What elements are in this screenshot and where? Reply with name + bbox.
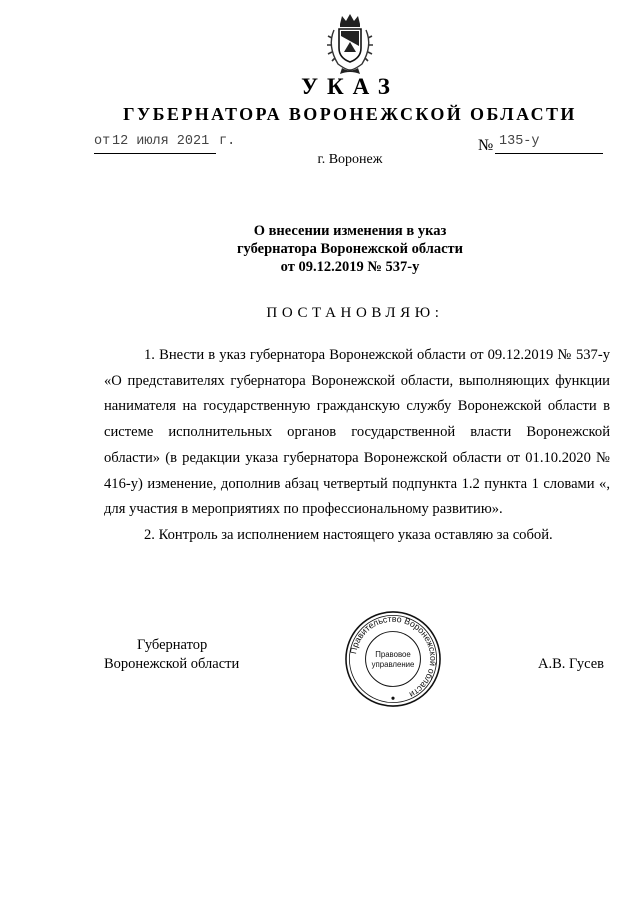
number-sign: № xyxy=(478,137,494,154)
signatory-region: Воронежской области xyxy=(104,656,240,672)
document-body xyxy=(104,343,610,549)
stamp-center-line-2: управление xyxy=(371,659,415,669)
heading-line-1: О внесении изменения в указ xyxy=(253,223,447,239)
document-type-title: УКАЗ xyxy=(301,74,399,99)
city-label: г. Воронеж xyxy=(317,152,383,167)
stamp-ring-text: Правительство Воронежской области xyxy=(348,613,439,700)
stamp-star-icon xyxy=(391,697,394,700)
date-prefix: от xyxy=(94,134,111,149)
document-heading xyxy=(0,222,640,276)
year-suffix: г. xyxy=(219,134,236,149)
coat-of-arms-icon xyxy=(318,12,382,76)
paragraph-2: 2. Контроль за исполнением настоящего указа оставляю за собой. xyxy=(144,526,553,543)
issuer-subtitle: ГУБЕРНАТОРА ВОРОНЕЖСКОЙ ОБЛАСТИ xyxy=(123,104,577,124)
date-value: 12 июля 2021 xyxy=(112,134,210,149)
date-field xyxy=(94,133,216,154)
paragraph-1: 1. Внести в указ губернатора Воронежской области от 09.12.2019 № 537-у «О представителях губернатора Воронежской области, выполняющих функции нанимателя на государственную гражданскую службу Воронежской области в системе исполнительных органов государственной власти Воронежской области» (в редакции указа губернатора Воронежской области от 01.10.2020 № 416-у) изменение, дополнив абзац четвертый подпункта 1.2 пункта 1 словами «, для участия в мероприятиях по профессиональному развитию». xyxy=(104,347,610,518)
heading-line-2: губернатора Воронежской области xyxy=(236,241,464,257)
document-number: 135-у xyxy=(499,134,540,149)
heading-line-3: от 09.12.2019 № 537-у xyxy=(280,259,420,275)
document-number-field xyxy=(495,133,603,154)
stamp-center-line-1: Правовое xyxy=(375,650,411,660)
decree-word: ПОСТАНОВЛЯЮ: xyxy=(266,305,444,321)
signatory-name: А.В. Гусев xyxy=(538,656,604,672)
signatory-title: Губернатор xyxy=(137,637,208,653)
approval-stamp xyxy=(344,610,442,708)
